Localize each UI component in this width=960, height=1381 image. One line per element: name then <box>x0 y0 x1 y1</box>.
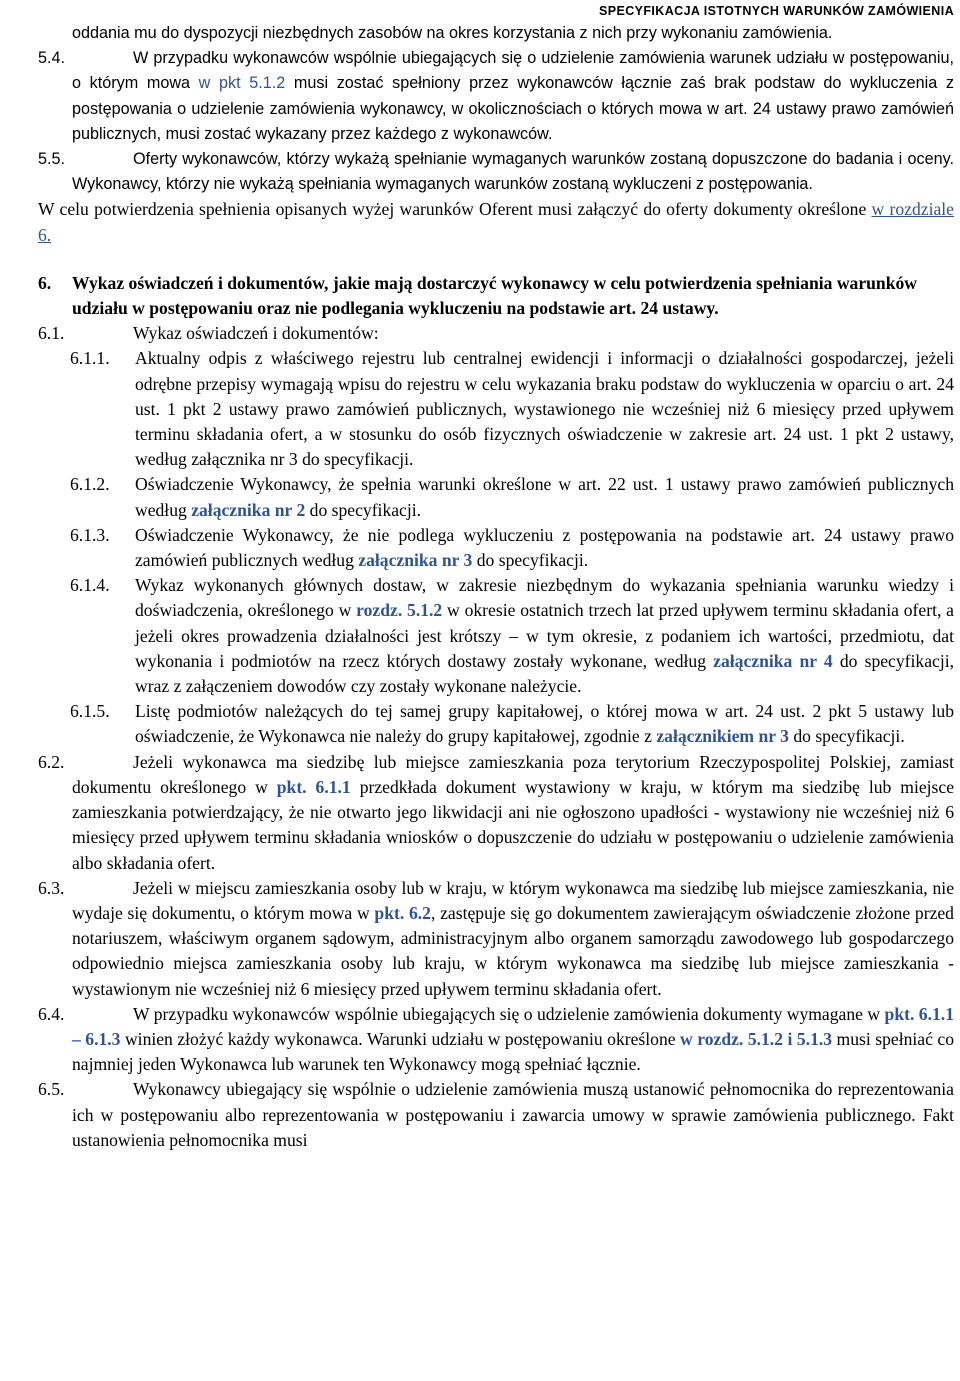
section-number: 6.1.1. <box>70 348 110 369</box>
section-6-1-4: 6.1.4. Wykaz wykonanych głównych dostaw, w zakresie niezbędnym do wykazania spełniania warunku wiedzy i doświadczenia, określonego w rozdz. 5.1.2 w okresie ostatnich trzech lat przed upływem terminu składania ofert, a jeżeli okres prowadzenia działalności jest krótszy – w tym okresie, z podaniem ich wartości, przedmiotu, dat wykonania i podmiotów na rzecz których dostawy zostały wykonane, według załącznika nr 4 do specyfikacji, wraz z załączeniem dowodów czy zostały wykonane należycie. <box>70 575 954 697</box>
link-zalacznik-3[interactable]: załącznika nr 3 <box>358 550 473 571</box>
section-number: 6.1.3. <box>70 524 110 545</box>
section-6-1-3: 6.1.3. Oświadczenie Wykonawcy, że nie podlega wykluczeniu z postępowania na podstawie art. 24 ustawy prawo zamówień publicznych według załącznika nr 3 do specyfikacji. <box>70 524 954 571</box>
link-pkt-6-1-1-6-1-3[interactable]: pkt. 6.1.1 – 6.1.3 <box>72 1003 954 1049</box>
section-5-4: 5.4. W przypadku wykonawców wspólnie ubiegających się o udzielenie zamówienia warunek udziału w postępowaniu, o którym mowa w pkt 5.1.2 musi zostać spełniony przez wykonawców łącznie zaś brak podstaw do wykluczenia z postępowania o udzielenie zamówienia wykonawcy, w okolicznościach o których mowa w art. 24 ustawy prawo zamówień publicznych, musi zostać wykazany przez każdego z wykonawców. <box>38 46 954 147</box>
section-number: 6.1. <box>38 323 65 344</box>
paragraph-w-celu: W celu potwierdzenia spełnienia opisanych wyżej warunków Oferent musi załączyć do oferty dokumenty określone w rozdziale 6. <box>38 199 954 245</box>
section-6-5: 6.5. Wykonawcy ubiegający się wspólnie o udzielenie zamówienia muszą ustanowić pełnomocnika do reprezentowania ich w postępowaniu albo reprezentowania w postępowaniu i zawarcia umowy w sprawie zamówienia publicznego. Fakt ustanowienia pełnomocnika musi <box>38 1079 954 1150</box>
section-number: 6.1.4. <box>70 575 110 596</box>
link-rozdz-5-1-2[interactable]: rozdz. 5.1.2 <box>356 600 443 621</box>
document-body <box>38 21 954 1153</box>
section-5-5: 5.5. Oferty wykonawców, którzy wykażą spełnianie wymaganych warunków zostaną dopuszczone do badania i oceny. Wykonawcy, którzy nie wykażą spełniania wymaganych warunków zostaną wykluczeni z postępowania. <box>38 147 954 197</box>
section-number: 6.4. <box>38 1003 65 1024</box>
section-number: 6.1.2. <box>70 474 110 495</box>
document-header: SPECYFIKACJA ISTOTNYCH WARUNKÓW ZAMÓWIENIA <box>599 4 954 18</box>
section-number: 6. <box>38 272 52 293</box>
section-6-1-5: 6.1.5. Listę podmiotów należących do tej samej grupy kapitałowej, o której mowa w art. 24 ust. 2 pkt 5 ustawy lub oświadczenie, że Wykonawca nie należy do grupy kapitałowej, zgodnie z załącznikiem nr 3 do specyfikacji. <box>70 701 954 747</box>
section-6-1-1: 6.1.1. Aktualny odpis z właściwego rejestru lub centralnej ewidencji i informacji o działalności gospodarczej, jeżeli odrębne przepisy wymagają wpisu do rejestru w celu wykazania braku podstaw do wykluczenia w oparciu o art. 24 ust. 1 pkt 2 ustawy prawo zamówień publicznych, wystawionego nie wcześniej niż 6 miesięcy przed upływem terminu składania ofert, a w stosunku do osób fizycznych oświadczenie w zakresie art. 24 ust. 1 pkt 2 ustawy, według załącznika nr 3 do specyfikacji. <box>70 348 954 470</box>
section-6-1-2: 6.1.2. Oświadczenie Wykonawcy, że spełnia warunki określone w art. 22 ust. 1 ustawy prawo zamówień publicznych według załącznika nr 2 do specyfikacji. <box>70 474 954 520</box>
section-6-1: 6.1. Wykaz oświadczeń i dokumentów: <box>38 321 954 346</box>
section-heading-6: 6. Wykaz oświadczeń i dokumentów, jakie mają dostarczyć wykonawcy w celu potwierdzenia spełniania warunków udziału w postępowaniu oraz nie podlegania wykluczeniu na podstawie art. 24 ustawy. <box>38 272 917 319</box>
link-pkt-6-1-1[interactable]: pkt. 6.1.1 <box>276 776 351 797</box>
link-rozdz-5-1-2-5-1-3[interactable]: w rozdz. 5.1.2 i 5.1.3 <box>680 1028 833 1049</box>
section-6-4: 6.4. W przypadku wykonawców wspólnie ubiegających się o udzielenie zamówienia dokumenty wymagane w pkt. 6.1.1 – 6.1.3 winien złożyć każdy wykonawca. Warunki udziału w postępowaniu określone w rozdz. 5.1.2 i 5.1.3 musi spełniać co najmniej jeden Wykonawca lub warunek ten Wykonawcy mogą spełniać łącznie. <box>38 1003 954 1075</box>
section-number: 6.1.5. <box>70 701 110 722</box>
link-zalacznik-4[interactable]: załącznika nr 4 <box>713 650 833 671</box>
section-number: 6.5. <box>38 1079 65 1100</box>
link-zalacznik-3b[interactable]: załącznikiem nr 3 <box>656 726 789 747</box>
link-pkt-6-2[interactable]: pkt. 6.2 <box>374 902 431 923</box>
section-number: 5.5. <box>38 150 66 169</box>
section-number: 6.3. <box>38 877 65 898</box>
link-zalacznik-2[interactable]: załącznika nr 2 <box>191 499 306 520</box>
link-pkt-5-1-2[interactable]: w pkt 5.1.2 <box>198 74 286 93</box>
section-number: 5.4. <box>38 49 66 68</box>
link-rozdzial-6[interactable]: w rozdziale 6. <box>38 199 954 245</box>
continued-paragraph: oddania mu do dyspozycji niezbędnych zasobów na okres korzystania z nich przy wykonaniu zamówienia. <box>72 24 833 42</box>
section-number: 6.2. <box>38 751 65 772</box>
section-6-3: 6.3. Jeżeli w miejscu zamieszkania osoby lub w kraju, w którym wykonawca ma siedzibę lub miejsce zamieszkania, nie wydaje się dokumentu, o którym mowa w pkt. 6.2, zastępuje się go dokumentem zawierającym oświadczenie złożone przed notariuszem, właściwym organem sądowym, administracyjnym albo organem samorządu zawodowego lub gospodarczego odpowiednio miejsca zamieszkania osoby lub kraju, w którym wykonawca ma siedzibę lub miejsce zamieszkania - wystawionym nie wcześniej niż 6 miesięcy przed upływem terminu składania ofert. <box>38 877 954 999</box>
section-6-2: 6.2. Jeżeli wykonawca ma siedzibę lub miejsce zamieszkania poza terytorium Rzeczypospolitej Polskiej, zamiast dokumentu określonego w pkt. 6.1.1 przedkłada dokument wystawiony w kraju, w którym ma siedzibę lub miejsce zamieszkania potwierdzający, że nie otwarto jego likwidacji ani nie ogłoszono upadłości - wystawiony nie wcześniej niż 6 miesięcy przed upływem terminu składania wniosków o dopuszczenie do udziału w postępowaniu o udzielenie zamówienia albo składania ofert. <box>38 751 954 873</box>
